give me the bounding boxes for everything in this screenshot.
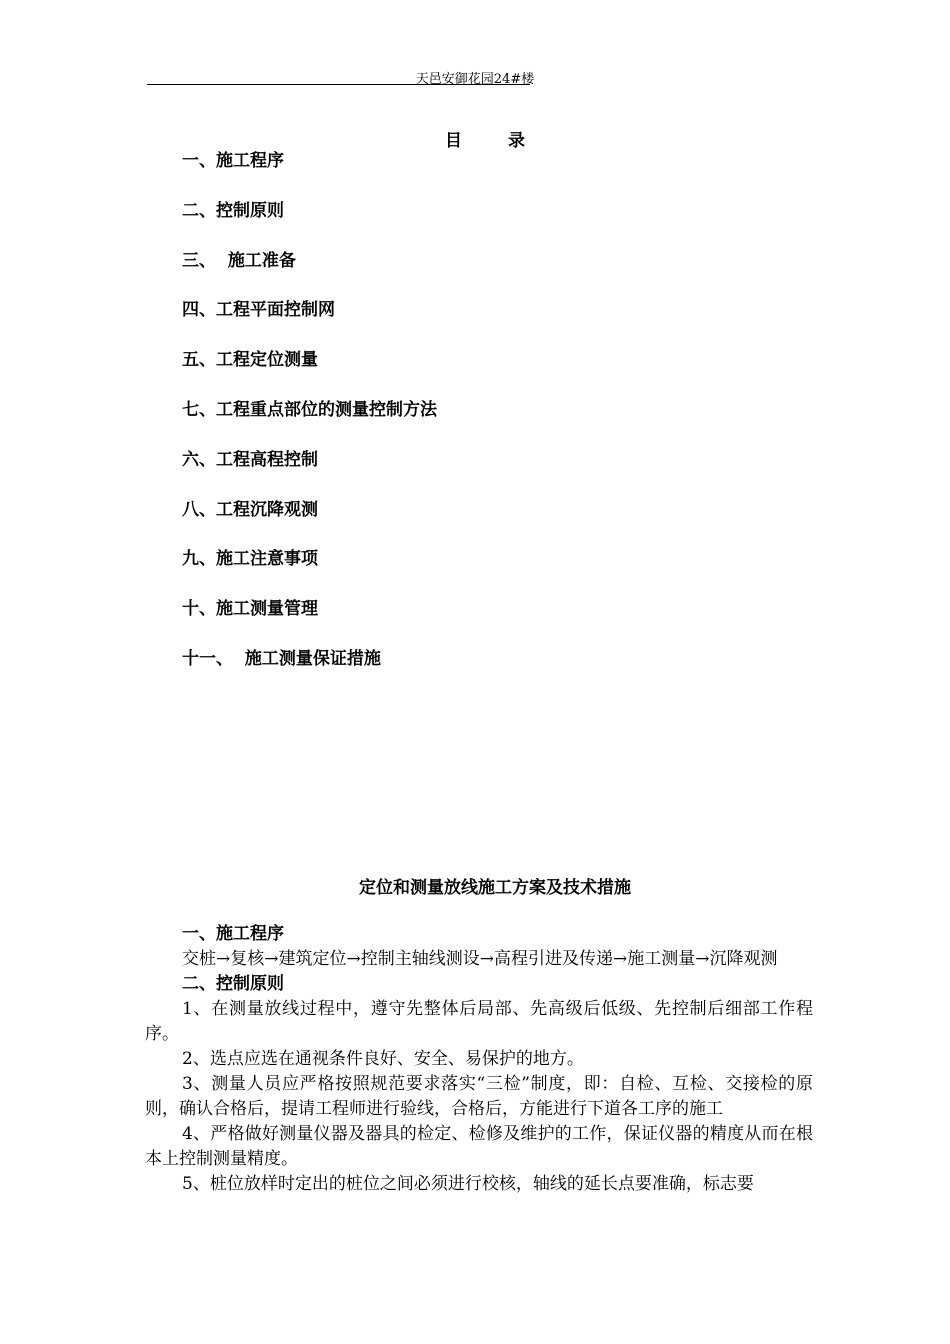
toc-item: 九、施工注意事项 xyxy=(182,549,318,570)
document-body xyxy=(145,922,813,1197)
section-heading: 二、控制原则 xyxy=(182,974,284,994)
toc-item: 七、工程重点部位的测量控制方法 xyxy=(182,399,437,420)
principle-item: 3、测量人员应严格按照规范要求落实“三检”制度，即：自检、互检、交接检的原则，确认合格后，提请工程师进行验线，合格后，方能进行下道各工序的施工 xyxy=(145,1074,813,1119)
principle-item: 4、严格做好测量仪器及器具的检定、检修及维护的工作，保证仪器的精度从而在根本上控制测量精度。 xyxy=(145,1124,813,1169)
table-of-contents xyxy=(182,150,437,698)
principle-item: 1、在测量放线过程中，遵守先整体后局部、先高级后低级、先控制后细部工作程序。 xyxy=(145,999,813,1044)
principle-item: 2、选点应选在通视条件良好、安全、易保护的地方。 xyxy=(182,1049,584,1069)
toc-item: 五、工程定位测量 xyxy=(182,350,318,371)
toc-item: 四、工程平面控制网 xyxy=(182,300,335,321)
toc-item: 十、施工测量管理 xyxy=(182,599,318,620)
toc-item: 六、工程高程控制 xyxy=(182,449,318,470)
header-rule xyxy=(147,84,530,85)
header-title: 天邑安御花园24#楼 xyxy=(415,72,535,87)
toc-item: 三、 施工准备 xyxy=(182,250,296,271)
toc-item: 一、施工程序 xyxy=(182,151,284,171)
toc-item: 八、工程沉降观测 xyxy=(182,499,318,520)
process-flow-text: 交桩→复核→建筑定位→控制主轴线测设→高程引进及传递→施工测量→沉降观测 xyxy=(182,949,778,969)
toc-title: 目 录 xyxy=(445,131,545,151)
document-title: 定位和测量放线施工方案及技术措施 xyxy=(359,878,631,898)
toc-item: 十一、 施工测量保证措施 xyxy=(182,648,381,669)
toc-item: 二、控制原则 xyxy=(182,200,284,221)
section-heading: 一、施工程序 xyxy=(182,924,284,944)
principle-item: 5、桩位放样时定出的桩位之间必须进行校核，轴线的延长点要准确，标志要 xyxy=(182,1174,754,1194)
